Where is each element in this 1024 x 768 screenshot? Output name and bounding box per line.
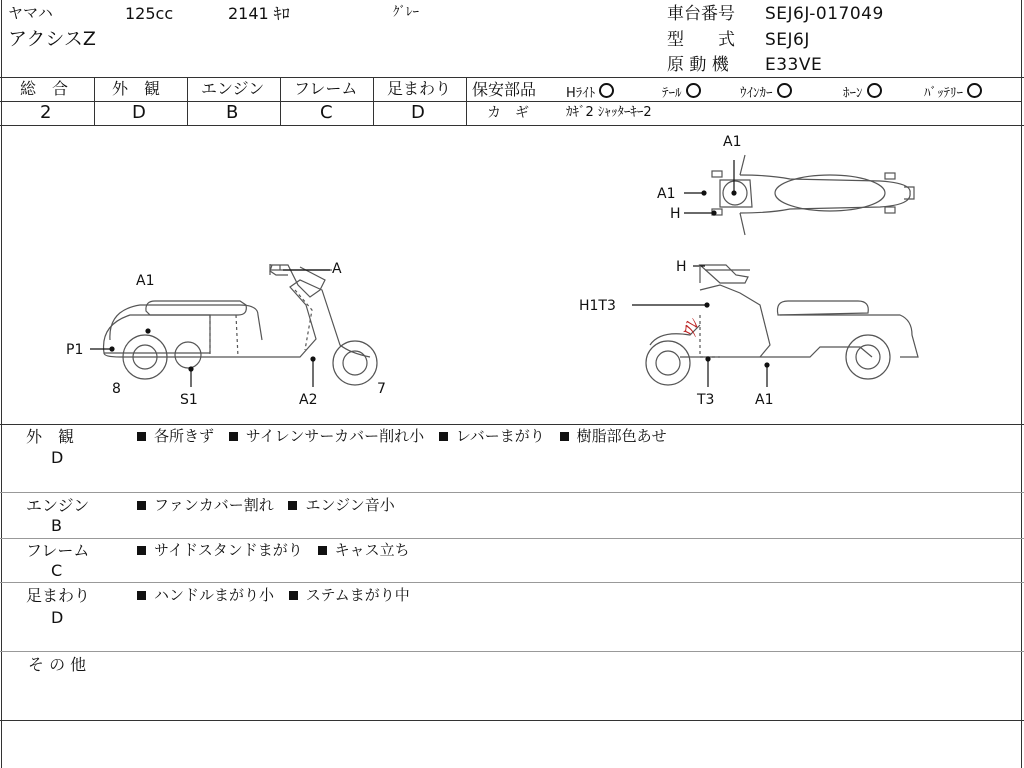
note-title-engine: エンジン xyxy=(26,496,90,515)
color: ｸﾞﾚｰ xyxy=(393,5,419,20)
mileage: 2141 ｷﾛ xyxy=(228,4,290,23)
label-a1: A1 xyxy=(136,273,155,289)
divider xyxy=(373,77,374,125)
frame-no-label: 車台番号 xyxy=(667,4,735,24)
model-label: 型 式 xyxy=(667,30,735,50)
safety-battery: ﾊﾞｯﾃﾘｰ xyxy=(924,83,982,100)
divider xyxy=(466,77,467,125)
score-frame: C xyxy=(320,102,333,123)
check-circle-icon xyxy=(777,83,792,98)
damage-diagram xyxy=(0,125,1024,425)
label-top-a1: A1 xyxy=(723,134,742,150)
score-header-frame: フレーム xyxy=(294,79,358,98)
divider xyxy=(187,77,188,125)
note-grade-engine: B xyxy=(51,516,62,535)
bullet-square-icon xyxy=(289,591,298,600)
score-header-total: 総 合 xyxy=(20,79,69,98)
label-p1: P1 xyxy=(66,342,84,358)
bullet-square-icon xyxy=(560,432,569,441)
scooter-top-view xyxy=(712,155,914,235)
engine-code: E33VE xyxy=(765,55,823,75)
note-items-exterior: 各所きず サイレンサーカバー削れ小 レバーまがり 樹脂部色あせ xyxy=(137,429,677,444)
key-label: カ ギ xyxy=(487,105,529,121)
safety-tail: ﾃｰﾙ xyxy=(662,83,701,100)
safety-winker: ｳｲﾝｶｰ xyxy=(740,83,792,100)
divider xyxy=(0,77,1024,78)
label-7: 7 xyxy=(377,381,386,397)
safety-headlight: Hﾗｲﾄ xyxy=(566,83,614,100)
divider xyxy=(280,77,281,125)
bullet-square-icon xyxy=(439,432,448,441)
label-s1: S1 xyxy=(180,392,198,408)
note-grade-exterior: D xyxy=(51,448,64,467)
bullet-square-icon xyxy=(229,432,238,441)
note-items-suspension: ハンドルまがり小 ステムまがり中 xyxy=(137,588,420,603)
displacement: 125cc xyxy=(125,4,174,23)
maker: ヤマハ xyxy=(8,4,53,22)
note-grade-frame: C xyxy=(51,561,63,580)
bullet-square-icon xyxy=(288,501,297,510)
note-title-exterior: 外 観 xyxy=(26,427,75,446)
score-exterior: D xyxy=(132,102,146,123)
frame-no: SEJ6J-017049 xyxy=(765,4,884,24)
divider xyxy=(466,101,1022,102)
bullet-square-icon xyxy=(318,546,327,555)
label-top-a1-left: A1 xyxy=(657,186,676,202)
safety-label: 保安部品 xyxy=(472,80,537,99)
bullet-square-icon xyxy=(137,432,146,441)
note-grade-suspension: D xyxy=(51,608,64,627)
engine-label: 原 動 機 xyxy=(667,55,729,75)
key-value: ｶｷﾞ2 ｼｬｯﾀｰｷｰ2 xyxy=(566,105,652,120)
safety-horn: ﾎｰﾝ xyxy=(843,83,882,100)
divider xyxy=(0,492,1024,493)
divider xyxy=(94,77,95,125)
score-header-suspension: 足まわり xyxy=(387,79,452,98)
check-circle-icon xyxy=(686,83,701,98)
score-total: 2 xyxy=(40,102,52,123)
score-header-exterior: 外 観 xyxy=(112,79,161,98)
bullet-square-icon xyxy=(137,501,146,510)
divider xyxy=(0,582,1024,583)
model-code: SEJ6J xyxy=(765,30,810,50)
score-suspension: D xyxy=(411,102,425,123)
label-right-a1: A1 xyxy=(755,392,774,408)
model-name: アクシスZ xyxy=(8,28,96,50)
divider xyxy=(0,651,1024,652)
bullet-square-icon xyxy=(137,591,146,600)
bullet-square-icon xyxy=(137,546,146,555)
score-header-engine: エンジン xyxy=(201,79,265,98)
note-title-suspension: 足まわり xyxy=(26,586,91,605)
note-title-other: そ の 他 xyxy=(28,655,87,674)
check-circle-icon xyxy=(599,83,614,98)
score-engine: B xyxy=(226,102,239,123)
divider xyxy=(0,720,1024,721)
label-top-h: H xyxy=(670,206,681,222)
check-circle-icon xyxy=(867,83,882,98)
divider xyxy=(0,538,1024,539)
label-a2: A2 xyxy=(299,392,318,408)
note-items-frame: サイドスタンドまがり キャス立ち xyxy=(137,543,420,558)
label-right-h1t3: H1T3 xyxy=(579,298,616,314)
label-8: 8 xyxy=(112,381,121,397)
label-right-h: H xyxy=(676,259,687,275)
note-items-engine: ファンカバー割れ エンジン音小 xyxy=(137,498,405,513)
note-title-frame: フレーム xyxy=(26,541,90,560)
label-right-t3: T3 xyxy=(697,392,715,408)
handwritten-mark: ﾜﾚ xyxy=(679,317,705,340)
label-a: A xyxy=(332,261,342,277)
check-circle-icon xyxy=(967,83,982,98)
